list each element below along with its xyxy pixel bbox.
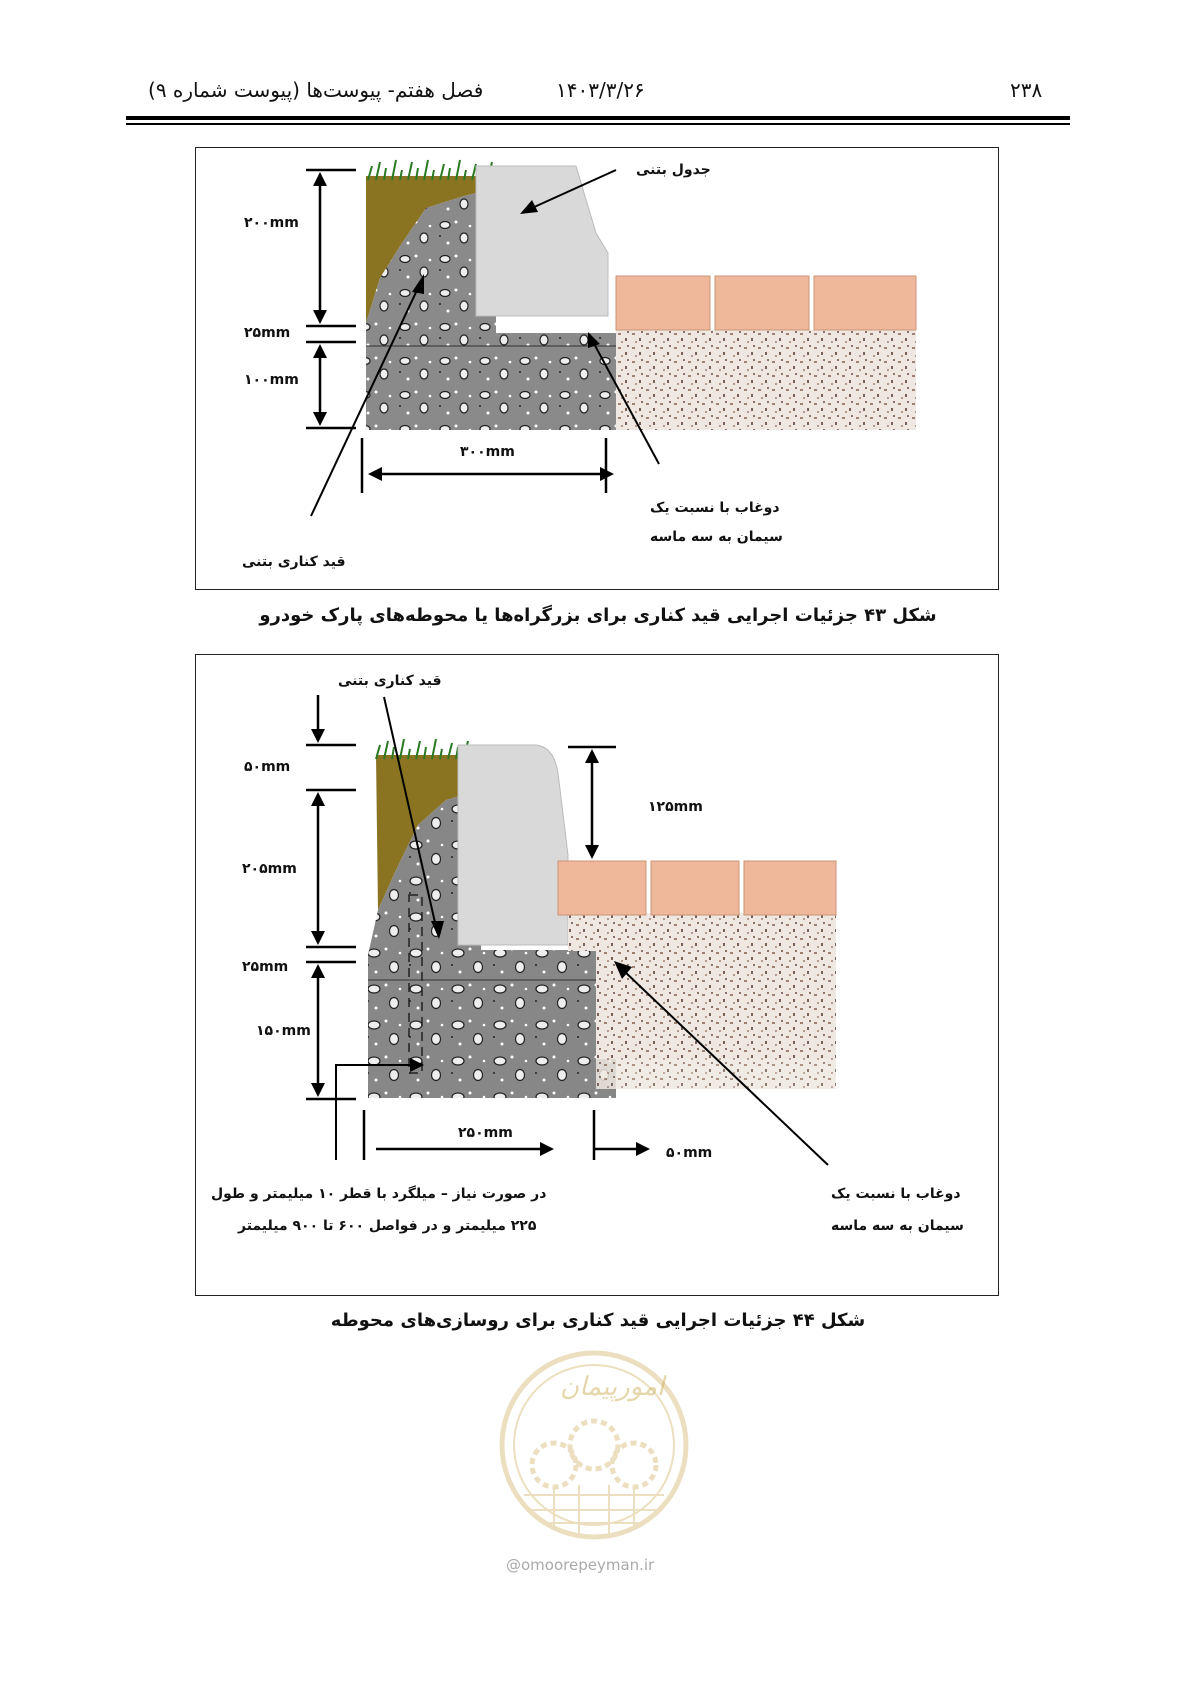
sub-base [596,951,836,1059]
label-mortar-line1: دوغاب با نسبت یک [650,500,780,516]
paver [744,861,836,915]
label-edge-restraint: قید کناری بتنی [242,554,346,570]
paver [558,861,646,915]
figure-43-diagram [196,148,998,589]
dim-label-25: ۲۵mm [244,325,291,341]
page-number: ۲۳۸ [1010,78,1043,102]
dim-label-50-right: ۵۰mm [666,1145,713,1161]
dim-label-150: ۱۵۰mm [256,1023,311,1039]
header-rule-thin [126,123,1070,125]
dim-lines-vertical [306,170,356,428]
dim-label-25: ۲۵mm [242,959,289,975]
label-rebar-line1: در صورت نیاز – میلگرد با قطر ۱۰ میلیمتر و طول [211,1186,547,1202]
concrete-curb [476,166,608,316]
dim-label-300: ۳۰۰mm [460,444,515,460]
concrete-base [368,980,616,1098]
sub-grade [596,1059,836,1089]
header-rule-thick [126,116,1070,120]
paver [814,276,916,330]
paver [651,861,739,915]
dim-label-125: ۱۲۵mm [648,799,703,815]
header-chapter: فصل هفتم- پیوست‌ها (پیوست شماره ۹) [148,78,484,102]
figure-43 [195,147,999,590]
dim-label-200: ۲۰۰mm [244,215,299,231]
label-mortar-line2: سیمان به سه ماسه [650,529,783,545]
concrete-curb [458,745,568,945]
dim-label-250: ۲۵۰mm [458,1125,513,1141]
bedding-sand [568,913,836,951]
sub-base [616,344,916,430]
figure-43-caption: شکل ۴۳ جزئیات اجرایی قید کناری برای بزرگراه‌ها یا محوطه‌های پارک خودرو [259,605,937,626]
label-edge-restraint: قید کناری بتنی [338,673,442,689]
dim-label-100: ۱۰۰mm [244,372,299,388]
label-mortar-line2: سیمان به سه ماسه [831,1218,964,1234]
label-mortar-line1: دوغاب با نسبت یک [831,1186,961,1202]
figure-44-caption: شکل ۴۴ جزئیات اجرایی قید کناری برای روسازی‌های محوطه [330,1310,866,1331]
paver [616,276,710,330]
bedding-sand [616,330,916,344]
label-concrete-curb: جدول بتنی [636,162,711,178]
dim-label-50-top: ۵۰mm [244,759,291,775]
watermark-url: @omoorepeyman.ir [506,1556,655,1574]
figure-44 [195,654,999,1296]
concrete-base [366,346,616,430]
dim-label-205: ۲۰۵mm [242,861,297,877]
label-rebar-line2: ۲۲۵ میلیمتر و در فواصل ۶۰۰ تا ۹۰۰ میلیمتر [238,1218,537,1234]
paver [715,276,809,330]
header-date: ۱۴۰۳/۳/۲۶ [556,78,645,102]
watermark-logo-text: امورپیمان [560,1372,665,1402]
